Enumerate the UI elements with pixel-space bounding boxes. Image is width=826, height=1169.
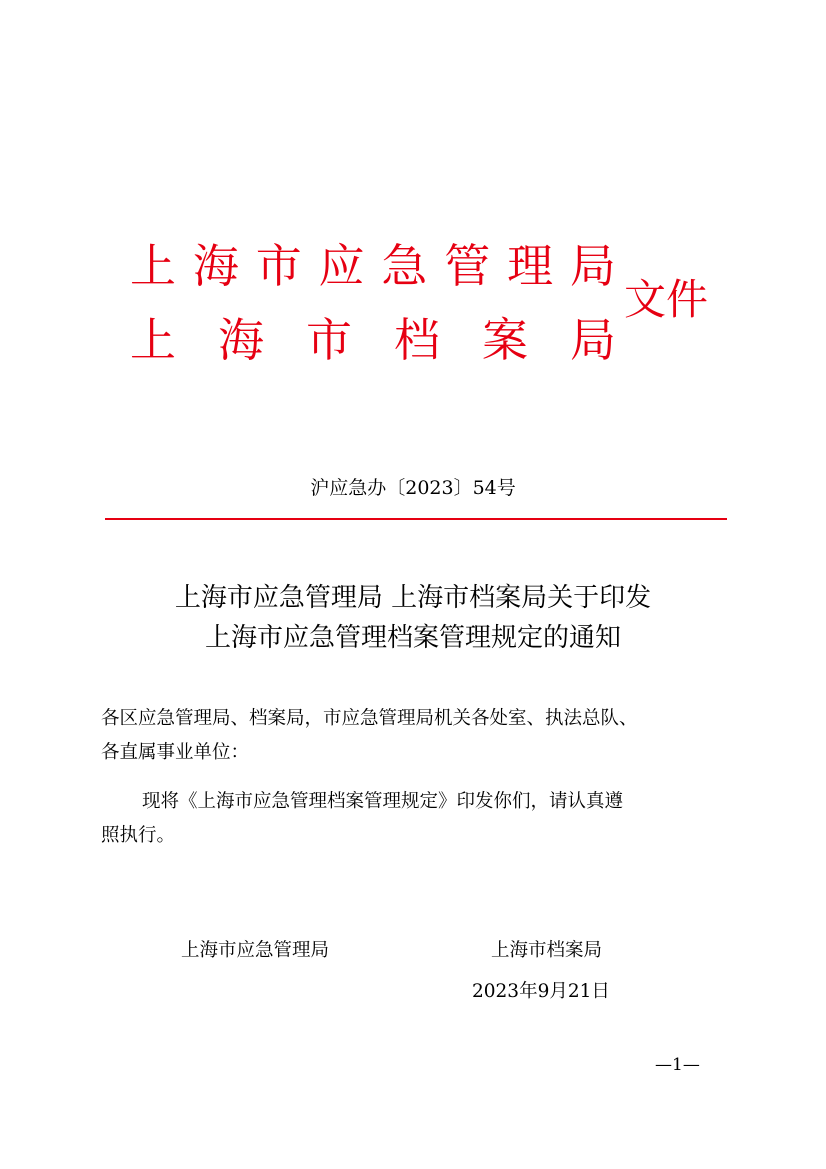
page-number: —1— xyxy=(655,1055,700,1075)
issuer-char: 局 xyxy=(570,313,616,367)
document-number: 沪应急办〔2023〕54号 xyxy=(310,477,516,499)
addressee-line-1: 各区应急管理局、档案局，市应急管理局机关各处室、执法总队、 xyxy=(101,708,638,729)
signature-archives-bureau: 上海市档案局 xyxy=(491,940,603,961)
addressee-line-2: 各直属事业单位： xyxy=(101,742,250,763)
issuer-char: 档 xyxy=(394,313,440,367)
issuer-char: 上 xyxy=(130,239,176,293)
document-title-line-1: 上海市应急管理局 上海市档案局关于印发 xyxy=(174,583,652,613)
issuer-char: 海 xyxy=(218,313,264,367)
issuer-char: 市 xyxy=(306,313,352,367)
issuer-char: 市 xyxy=(255,239,302,293)
issuer-char: 急 xyxy=(381,239,428,293)
issuer-char: 案 xyxy=(482,313,528,367)
issuer-name-archives-bureau xyxy=(130,312,616,368)
issuer-char: 应 xyxy=(318,239,365,293)
issuer-name-emergency-bureau xyxy=(130,238,616,294)
issuer-char: 上 xyxy=(130,313,176,367)
document-title-line-2: 上海市应急管理档案管理规定的通知 xyxy=(204,623,621,653)
red-divider xyxy=(105,518,727,520)
signature-emergency-bureau: 上海市应急管理局 xyxy=(181,940,330,961)
issuer-char: 海 xyxy=(192,239,239,293)
issuer-char: 管 xyxy=(444,239,491,293)
document-suffix: 文件 xyxy=(624,275,709,324)
issue-date: 2023年9月21日 xyxy=(472,981,610,1002)
body-paragraph-line-2: 照执行。 xyxy=(101,825,176,846)
issuer-char: 理 xyxy=(507,239,554,293)
issuer-char: 局 xyxy=(569,239,616,293)
body-paragraph-line-1: 现将《上海市应急管理档案管理规定》印发你们，请认真遵 xyxy=(142,791,624,812)
